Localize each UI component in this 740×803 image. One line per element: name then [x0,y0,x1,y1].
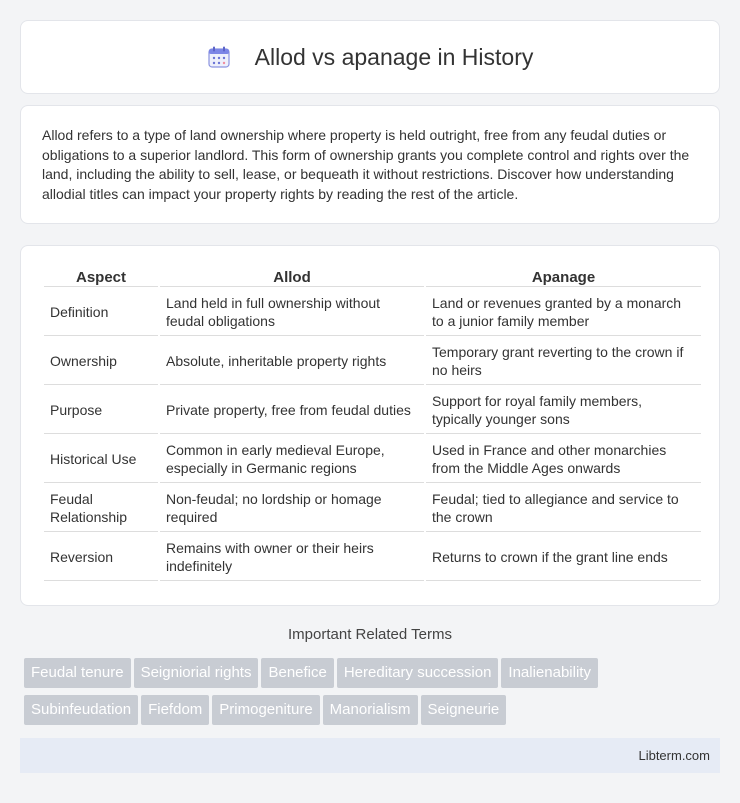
calendar-icon [207,45,231,69]
table-cell: Private property, free from feudal duties [160,387,424,434]
header-card [20,20,720,94]
table-cell: Definition [44,289,158,336]
table-row [44,485,701,532]
table-header-row [44,267,701,287]
column-header: Aspect [44,267,158,287]
table-cell: Absolute, inheritable property rights [160,338,424,385]
footer-brand[interactable]: Libterm.com [638,748,710,763]
term-tag[interactable]: Primogeniture [212,695,319,725]
intro-card [20,105,720,224]
term-tag[interactable]: Manorialism [323,695,418,725]
table-row [44,338,701,385]
page-title: Allod vs apanage in History [254,43,534,70]
table-cell: Common in early medieval Europe, especially in Germanic regions [160,436,424,483]
comparison-table-card [20,245,720,606]
table-row [44,289,701,336]
term-tag[interactable]: Benefice [261,658,333,688]
term-tag[interactable]: Subinfeudation [24,695,138,725]
table-cell: Historical Use [44,436,158,483]
table-cell: Feudal Relationship [44,485,158,532]
comparison-table [42,265,703,583]
term-tag[interactable]: Feudal tenure [24,658,131,688]
table-cell: Non-feudal; no lordship or homage required [160,485,424,532]
table-cell: Ownership [44,338,158,385]
related-terms-title: Important Related Terms [288,626,452,643]
table-cell: Remains with owner or their heirs indefinitely [160,534,424,581]
table-row [44,436,701,483]
term-tag[interactable]: Seigneurie [421,695,507,725]
table-cell: Feudal; tied to allegiance and service to the crown [426,485,701,532]
related-terms-list [24,658,724,732]
table-cell: Reversion [44,534,158,581]
term-tag[interactable]: Seigniorial rights [134,658,259,688]
table-cell: Temporary grant reverting to the crown if no heirs [426,338,701,385]
term-tag[interactable]: Hereditary succession [337,658,499,688]
column-header: Allod [160,267,424,287]
table-cell: Purpose [44,387,158,434]
table-cell: Used in France and other monarchies from the Middle Ages onwards [426,436,701,483]
footer [20,738,720,773]
table-row [44,534,701,581]
table-cell: Land or revenues granted by a monarch to a junior family member [426,289,701,336]
intro-text: Allod refers to a type of land ownership where property is held outright, free from any feudal duties or obligations to a superior landlord. This form of ownership grants you complete control and rights over the land, including the ability to sell, lease, or bequeath it without restrictions. Discover how understanding allodial titles can impact your property rights by reading the rest of the article. [42,127,690,202]
table-cell: Support for royal family members, typically younger sons [426,387,701,434]
term-tag[interactable]: Fiefdom [141,695,209,725]
column-header: Apanage [426,267,701,287]
table-cell: Land held in full ownership without feudal obligations [160,289,424,336]
table-cell: Returns to crown if the grant line ends [426,534,701,581]
term-tag[interactable]: Inalienability [501,658,598,688]
table-row [44,387,701,434]
